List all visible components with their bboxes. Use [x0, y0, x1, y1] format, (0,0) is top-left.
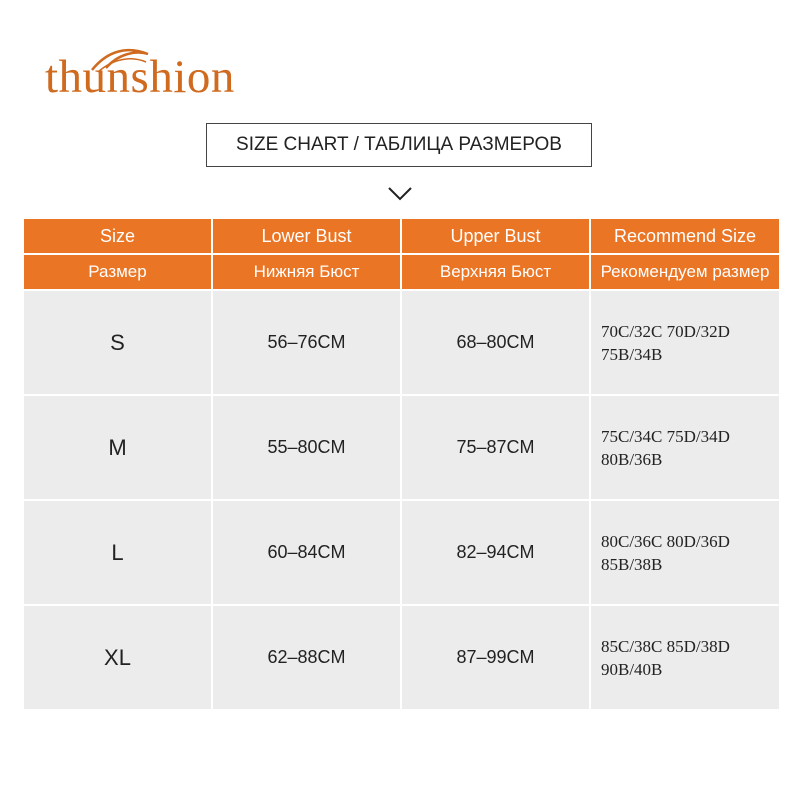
size-table	[22, 217, 781, 711]
header-size-ru: Размер	[24, 255, 211, 289]
upper-bust-cell: 87–99CM	[402, 606, 589, 709]
upper-bust-cell: 68–80CM	[402, 291, 589, 394]
header-lower-bust-ru: Нижняя Бюст	[213, 255, 400, 289]
recommend-line-1: 80C/36C 80D/36D	[601, 531, 730, 551]
header-lower-bust: Lower Bust	[213, 219, 400, 253]
size-chart-title: SIZE CHART / ТАБЛИЦА РАЗМЕРОВ	[206, 123, 592, 167]
recommend-size-cell	[591, 606, 779, 709]
chevron-down-icon	[386, 185, 414, 203]
recommend-size-cell	[591, 291, 779, 394]
upper-bust-cell: 82–94CM	[402, 501, 589, 604]
header-upper-bust-ru: Верхняя Бюст	[402, 255, 589, 289]
header-recommend-size-ru: Рекомендуем размер	[591, 255, 779, 289]
header-row-ru	[24, 255, 779, 289]
table-row	[24, 501, 779, 604]
brand-logo: thunshion	[45, 51, 235, 103]
recommend-size-cell	[591, 501, 779, 604]
size-cell: L	[24, 501, 211, 604]
header-recommend-size: Recommend Size	[591, 219, 779, 253]
size-cell: S	[24, 291, 211, 394]
size-cell: XL	[24, 606, 211, 709]
recommend-line-1: 70C/32C 70D/32D	[601, 321, 730, 341]
table-row	[24, 396, 779, 499]
logo-swirl-icon	[88, 44, 178, 74]
recommend-line-2: 90B/40B	[601, 659, 663, 679]
recommend-size-cell	[591, 396, 779, 499]
lower-bust-cell: 60–84CM	[213, 501, 400, 604]
upper-bust-cell: 75–87CM	[402, 396, 589, 499]
header-size: Size	[24, 219, 211, 253]
lower-bust-cell: 62–88CM	[213, 606, 400, 709]
size-cell: M	[24, 396, 211, 499]
recommend-line-1: 85C/38C 85D/38D	[601, 636, 730, 656]
header-row-en	[24, 219, 779, 253]
recommend-line-2: 80B/36B	[601, 449, 663, 469]
table-row	[24, 606, 779, 709]
table-row	[24, 291, 779, 394]
recommend-line-2: 85B/38B	[601, 554, 663, 574]
header-upper-bust: Upper Bust	[402, 219, 589, 253]
lower-bust-cell: 55–80CM	[213, 396, 400, 499]
recommend-line-1: 75C/34C 75D/34D	[601, 426, 730, 446]
recommend-line-2: 75B/34B	[601, 344, 663, 364]
lower-bust-cell: 56–76CM	[213, 291, 400, 394]
